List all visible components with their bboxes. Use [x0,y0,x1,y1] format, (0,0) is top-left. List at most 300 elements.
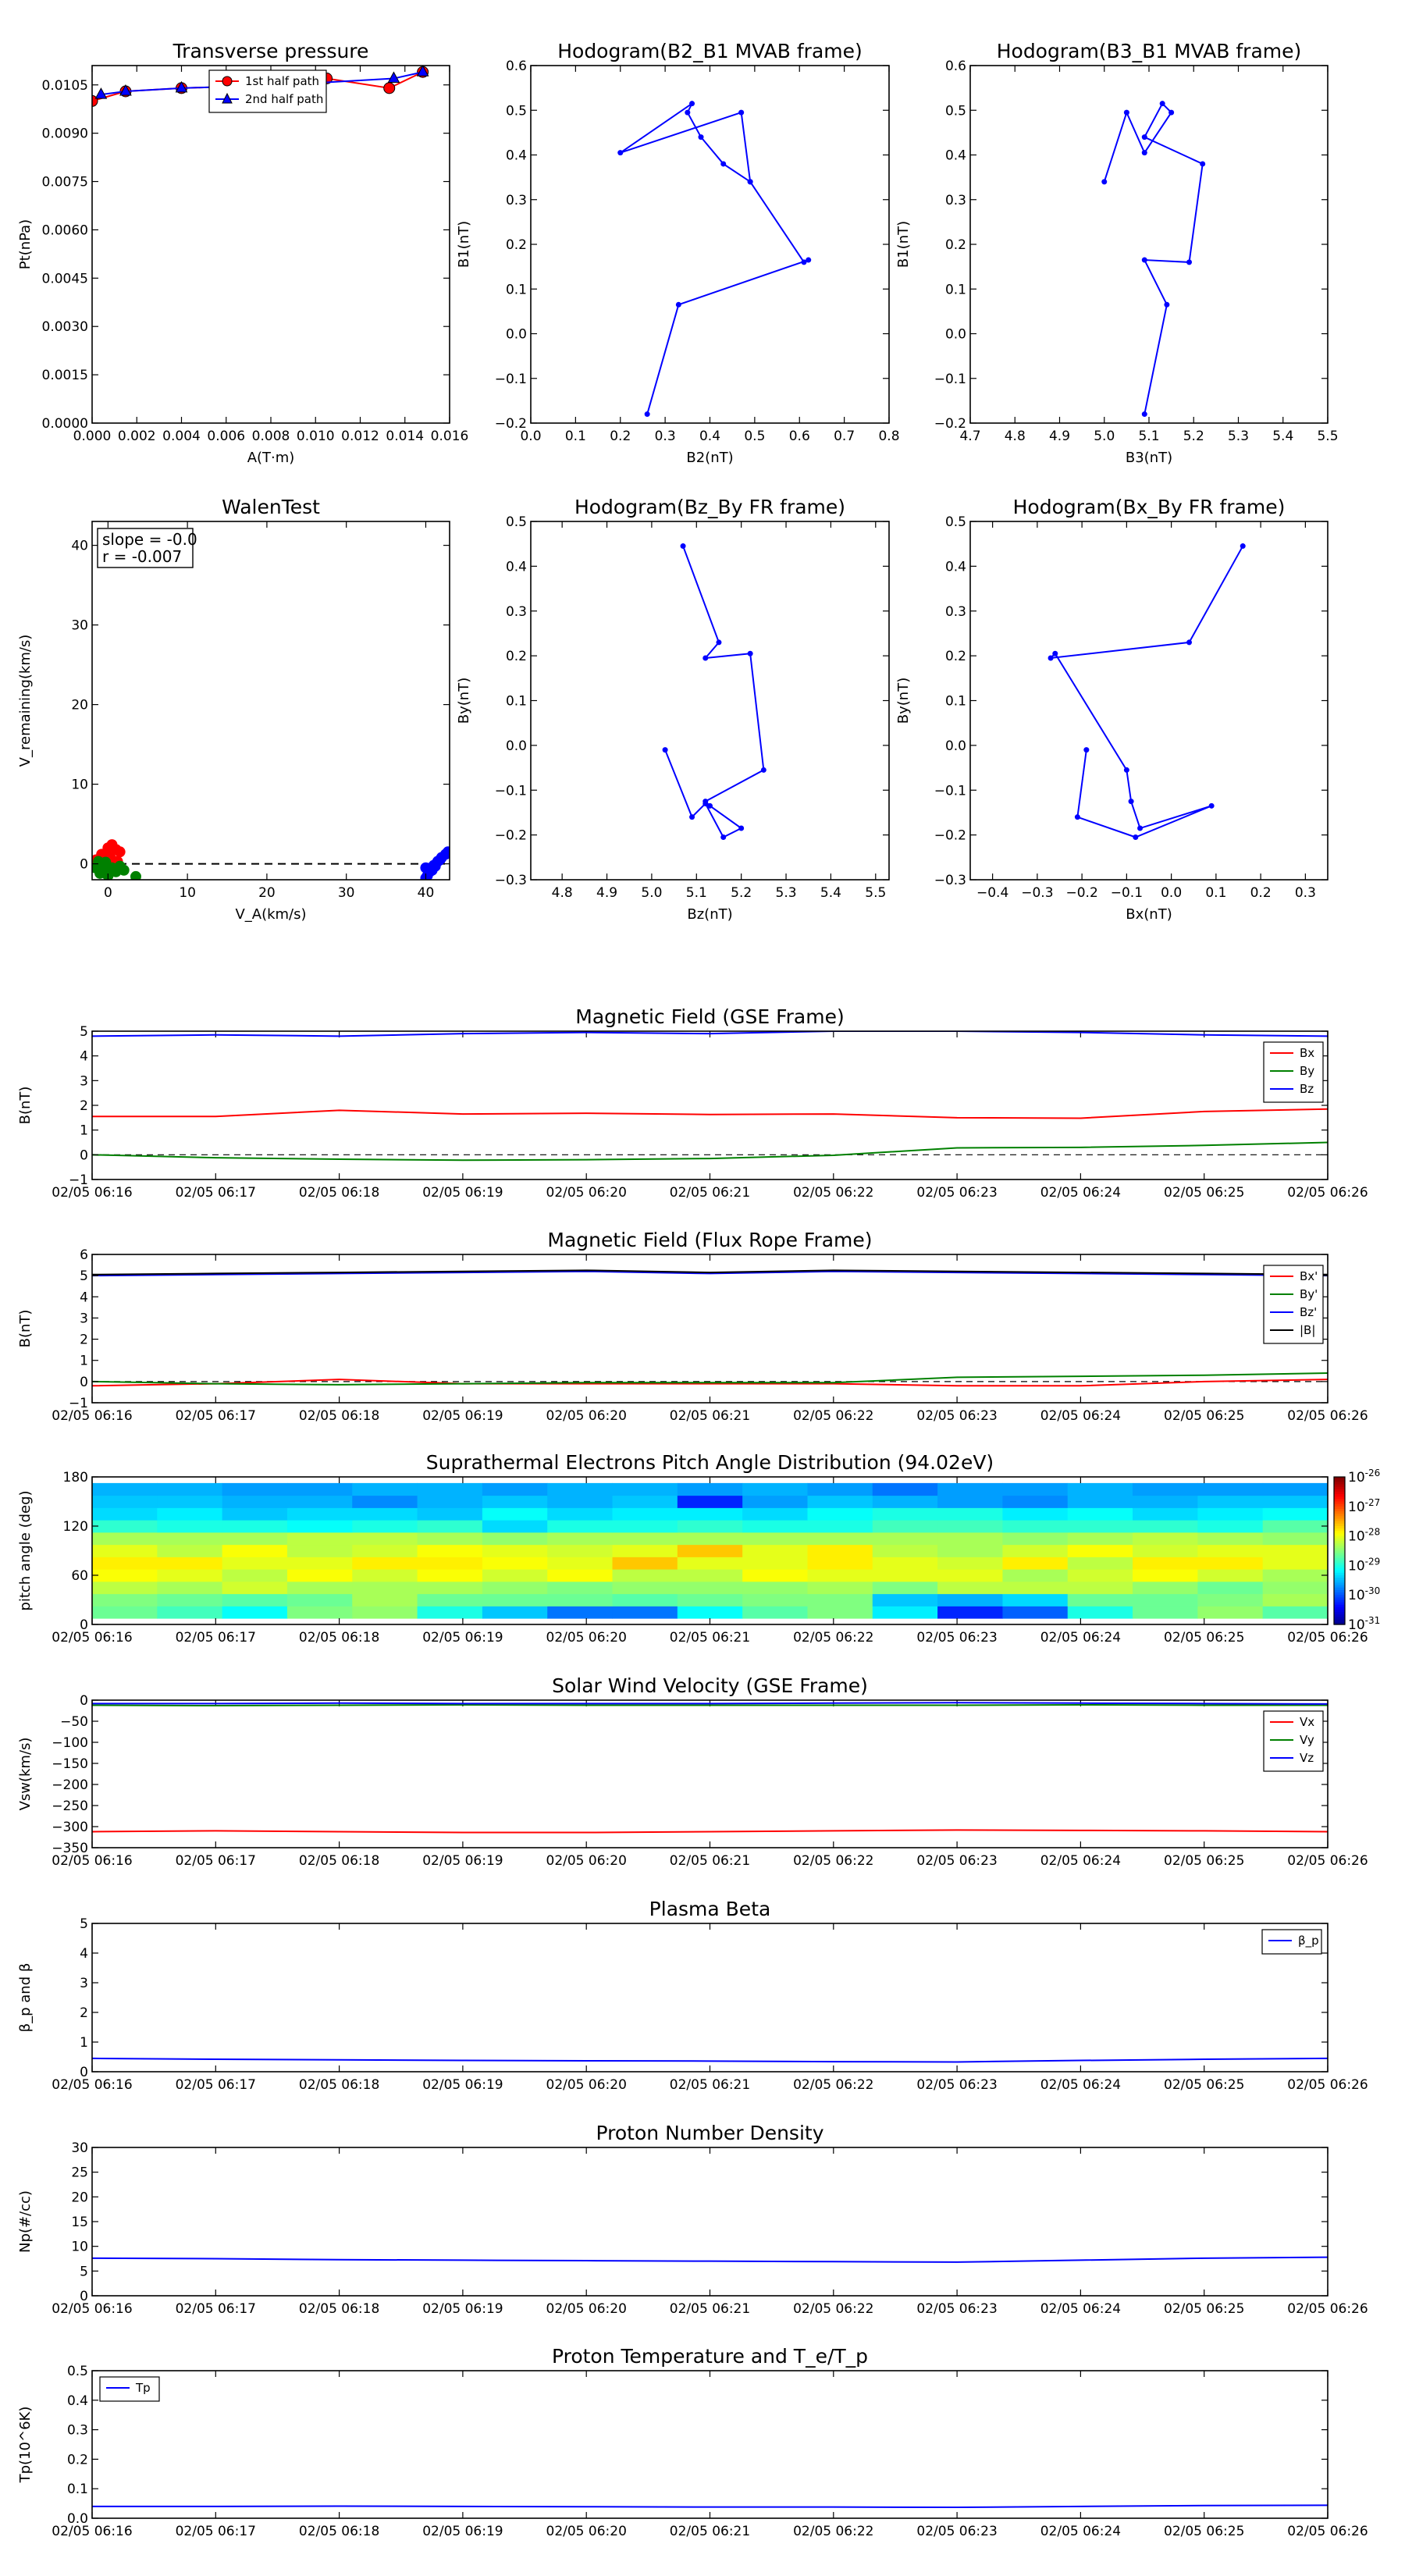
point-3-0-5 [115,846,126,857]
x-tick-label-12-6: 02/05 06:22 [793,2524,874,2539]
x-tick-label-2-8: 5.5 [1317,429,1339,444]
heat-cell-8-10-5 [418,1483,483,1496]
heat-cell-8-5-11 [807,1545,873,1557]
chart-title-4: Hodogram(Bz_By FR frame) [574,496,846,518]
chart-title-2: Hodogram(B3_B1 MVAB frame) [996,40,1302,62]
x-tick-label-12-3: 02/05 06:19 [422,2524,503,2539]
y-tick-label-5-1: −0.2 [934,827,966,844]
x-tick-label-12-4: 02/05 06:20 [546,2524,627,2539]
y-tick-label-2-5: 0.3 [944,192,966,208]
x-tick-label-11-5: 02/05 06:21 [669,2301,751,2317]
y-tick-label-8-0: 0 [80,1617,88,1633]
legend-label-6-1: By [1300,1064,1315,1078]
x-tick-label-3-3: 30 [337,885,355,901]
x-tick-label-9-10: 02/05 06:26 [1287,1853,1368,1869]
x-tick-label-5-6: 0.2 [1250,885,1272,901]
x-tick-label-9-4: 02/05 06:20 [546,1853,627,1869]
heat-cell-8-1-14 [1002,1594,1068,1606]
point-1-0-11 [748,179,753,184]
x-tick-label-6-8: 02/05 06:24 [1040,1185,1122,1201]
heat-cell-8-3-12 [873,1569,938,1582]
heat-cell-8-0-12 [873,1606,938,1618]
plot-frame-0 [92,66,450,423]
y-tick-label-6-6: 5 [80,1024,88,1040]
x-tick-label-8-8: 02/05 06:24 [1040,1630,1122,1646]
y-tick-label-7-3: 2 [80,1332,88,1348]
point-1-0-5 [738,110,744,116]
x-tick-label-2-6: 5.3 [1227,429,1250,444]
x-axis-label-5: Bx(nT) [1126,906,1172,923]
y-tick-label-9-7: 0 [80,1693,88,1709]
heat-cell-8-4-17 [1197,1557,1263,1569]
heat-cell-8-1-7 [547,1594,613,1606]
heat-cell-8-2-0 [92,1582,158,1594]
chart-title-8: Suprathermal Electrons Pitch Angle Distribution (94.02eV) [425,1451,994,1474]
annotation-box-3 [98,528,197,568]
x-tick-label-7-4: 02/05 06:20 [546,1408,627,1424]
heat-cell-8-0-11 [807,1606,873,1618]
y-tick-label-10-0: 0 [80,2065,88,2080]
x-tick-label-7-7: 02/05 06:23 [916,1408,998,1424]
chart-title-5: Hodogram(Bx_By FR frame) [1012,496,1286,518]
heat-cell-8-2-17 [1197,1582,1263,1594]
y-tick-label-12-4: 0.4 [66,2393,88,2409]
heat-cell-8-10-13 [937,1483,1003,1496]
y-tick-label-4-5: 0.2 [505,649,527,665]
heat-cell-8-6-1 [157,1532,222,1545]
heat-cell-8-6-0 [92,1532,158,1545]
y-tick-label-3-1: 10 [71,777,88,793]
point-3-1-11 [100,857,111,868]
heat-cell-8-0-18 [1263,1606,1329,1618]
heat-cell-8-10-1 [157,1483,222,1496]
y-tick-label-7-6: 5 [80,1268,88,1285]
y-tick-label-12-0: 0.0 [66,2511,88,2527]
heat-cell-8-7-2 [222,1520,288,1532]
heat-cell-8-0-1 [157,1606,222,1618]
point-3-1-10 [130,871,141,882]
y-tick-label-2-8: 0.6 [944,59,966,74]
x-axis-label-0: A(T·m) [247,450,295,466]
heat-cell-8-10-9 [678,1483,743,1496]
heat-cell-8-1-16 [1133,1594,1198,1606]
x-tick-label-1-7: 0.7 [834,429,855,444]
heat-cell-8-10-4 [352,1483,418,1496]
y-tick-label-4-7: 0.4 [505,559,527,575]
heat-cell-8-5-4 [352,1545,418,1557]
colorbar-label-4: $10^{-30}$ [1348,1585,1381,1604]
x-tick-label-9-2: 02/05 06:18 [298,1853,380,1869]
x-axis-label-2: B3(nT) [1125,450,1173,466]
point-2-0-4 [1200,161,1205,166]
x-tick-label-3-2: 20 [258,885,276,901]
x-tick-label-10-6: 02/05 06:22 [793,2077,874,2093]
heat-cell-8-8-12 [873,1507,938,1520]
point-1-0-7 [689,101,695,106]
heat-cell-8-3-15 [1068,1569,1133,1582]
x-tick-label-9-8: 02/05 06:24 [1040,1853,1122,1869]
y-tick-label-0-2: 0.0030 [41,319,88,336]
point-2-0-10 [1101,179,1107,184]
y-tick-label-6-2: 1 [80,1123,88,1139]
heat-cell-8-3-13 [937,1569,1003,1582]
y-tick-label-2-3: 0.1 [944,282,966,298]
legend-label-6-2: Bz [1300,1082,1314,1096]
heat-cell-8-2-13 [937,1582,1003,1594]
y-tick-label-12-2: 0.2 [66,2452,88,2468]
plot-area-1 [617,101,811,417]
heat-cell-8-5-8 [613,1545,678,1557]
heat-cell-8-3-0 [92,1569,158,1582]
x-tick-label-10-4: 02/05 06:20 [546,2077,627,2093]
heat-cell-8-8-4 [352,1507,418,1520]
heat-cell-8-9-13 [937,1496,1003,1508]
legend-marker-0-0 [222,76,232,86]
chart-title-9: Solar Wind Velocity (GSE Frame) [552,1674,868,1697]
heat-cell-8-5-16 [1133,1545,1198,1557]
x-tick-label-7-1: 02/05 06:17 [175,1408,256,1424]
heat-cell-8-2-14 [1002,1582,1068,1594]
chart-title-6: Magnetic Field (GSE Frame) [575,1005,845,1028]
x-tick-label-1-0: 0.0 [520,429,542,444]
x-tick-label-5-2: −0.2 [1065,885,1098,901]
x-tick-label-2-3: 5.0 [1094,429,1115,444]
x-tick-label-7-3: 02/05 06:19 [422,1408,503,1424]
heat-cell-8-3-6 [482,1569,548,1582]
y-axis-label-9: Vsw(km/s) [17,1737,34,1811]
legend-9 [1264,1711,1323,1771]
x-tick-label-0-2: 0.004 [162,429,201,444]
y-tick-label-8-2: 120 [62,1519,88,1535]
point-4-0-10 [689,814,695,820]
x-tick-label-7-10: 02/05 06:26 [1287,1408,1368,1424]
point-1-0-8 [685,110,690,116]
x-tick-label-7-2: 02/05 06:18 [298,1408,380,1424]
x-tick-label-3-4: 40 [417,885,435,901]
heat-cell-8-1-11 [807,1594,873,1606]
heat-cell-8-9-11 [807,1496,873,1508]
series-line-12-0 [92,2505,1328,2507]
plot-area-6 [92,1031,1328,1160]
heat-cell-8-9-9 [678,1496,743,1508]
y-tick-label-0-3: 0.0045 [41,271,88,287]
x-tick-label-7-6: 02/05 06:22 [793,1408,874,1424]
x-tick-label-10-7: 02/05 06:23 [916,2077,998,2093]
y-tick-label-2-0: −0.2 [934,416,966,432]
plot-frame-9 [92,1700,1328,1848]
x-tick-label-5-0: −0.4 [976,885,1009,901]
plot-frame-12 [92,2371,1328,2518]
legend-label-9-1: Vy [1300,1733,1314,1747]
y-tick-label-6-3: 2 [80,1098,88,1114]
heat-cell-8-7-7 [547,1520,613,1532]
y-tick-label-6-1: 0 [80,1147,88,1164]
y-tick-label-5-4: 0.1 [944,693,966,710]
y-tick-label-9-6: −50 [60,1714,88,1730]
x-tick-label-11-9: 02/05 06:25 [1164,2301,1245,2317]
x-tick-label-6-6: 02/05 06:22 [793,1185,874,1201]
legend-7 [1264,1265,1323,1343]
legend-label-7-2: Bz' [1300,1305,1318,1319]
x-tick-label-12-0: 02/05 06:16 [52,2524,133,2539]
y-tick-label-4-4: 0.1 [505,693,527,710]
y-tick-label-5-7: 0.4 [944,559,966,575]
x-tick-label-1-5: 0.5 [744,429,766,444]
heat-cell-8-7-5 [418,1520,483,1532]
x-tick-label-4-2: 5.0 [641,885,663,901]
y-tick-label-1-1: −0.1 [494,371,527,387]
heat-cell-8-3-18 [1263,1569,1329,1582]
x-tick-label-7-8: 02/05 06:24 [1040,1408,1122,1424]
heat-cell-8-4-12 [873,1557,938,1569]
x-tick-label-1-1: 0.1 [564,429,586,444]
point-1-0-6 [617,150,623,155]
y-tick-label-4-2: −0.1 [494,783,527,799]
series-line-6-0 [92,1109,1328,1119]
series-line-9-1 [92,1705,1328,1706]
heat-cell-8-5-2 [222,1545,288,1557]
point-5-0-0 [1240,543,1246,549]
heat-cell-8-3-9 [678,1569,743,1582]
point-5-0-8 [1133,834,1138,840]
x-tick-label-8-6: 02/05 06:22 [793,1630,874,1646]
point-2-0-8 [1142,150,1147,155]
heat-cell-8-7-6 [482,1520,548,1532]
heat-cell-8-3-14 [1002,1569,1068,1582]
y-tick-label-0-4: 0.0060 [41,222,88,239]
heat-cell-8-5-6 [482,1545,548,1557]
y-tick-label-11-4: 20 [71,2190,88,2206]
heat-cell-8-3-17 [1197,1569,1263,1582]
x-tick-label-0-3: 0.006 [207,429,246,444]
heat-cell-8-7-13 [937,1520,1003,1532]
point-2-0-2 [1142,258,1147,263]
heat-cell-8-2-4 [352,1582,418,1594]
y-tick-label-0-1: 0.0015 [41,368,88,384]
y-tick-label-0-0: 0.0000 [41,416,88,432]
heat-cell-8-8-3 [287,1507,353,1520]
y-tick-label-12-5: 0.5 [66,2364,88,2379]
heat-cell-8-4-16 [1133,1557,1198,1569]
heat-cell-8-1-8 [613,1594,678,1606]
y-tick-label-2-7: 0.5 [944,103,966,119]
heat-cell-8-7-0 [92,1520,158,1532]
x-tick-label-6-10: 02/05 06:26 [1287,1185,1368,1201]
heat-cell-8-6-18 [1263,1532,1329,1545]
panel-8 [17,1451,1380,1646]
heat-cell-8-4-9 [678,1557,743,1569]
heat-cell-8-1-1 [157,1594,222,1606]
point-2-0-9 [1124,110,1129,116]
plot-area-9 [92,1703,1328,1832]
point-3-2-10 [430,861,441,872]
x-tick-label-11-1: 02/05 06:17 [175,2301,256,2317]
heat-cell-8-5-7 [547,1545,613,1557]
heat-cell-8-1-17 [1197,1594,1263,1606]
panel-2 [895,40,1339,466]
heatmap-cells-8 [92,1483,1329,1619]
heat-cell-8-6-12 [873,1532,938,1545]
heat-cell-8-2-15 [1068,1582,1133,1594]
x-tick-label-10-1: 02/05 06:17 [175,2077,256,2093]
heat-cell-8-10-11 [807,1483,873,1496]
legend-label-6-0: Bx [1300,1046,1315,1060]
point-4-0-9 [702,801,708,806]
y-tick-label-7-0: −1 [68,1396,88,1411]
x-tick-label-4-7: 5.5 [865,885,887,901]
heat-cell-8-0-4 [352,1606,418,1618]
y-tick-label-2-4: 0.2 [944,237,966,253]
plot-frame-2 [970,66,1328,423]
point-4-0-8 [720,834,726,840]
heat-cell-8-8-9 [678,1507,743,1520]
y-tick-label-10-4: 4 [80,1946,88,1962]
x-tick-label-11-3: 02/05 06:19 [422,2301,503,2317]
heat-cell-8-4-15 [1068,1557,1133,1569]
heat-cell-8-1-6 [482,1594,548,1606]
x-tick-label-10-3: 02/05 06:19 [422,2077,503,2093]
heat-cell-8-6-11 [807,1532,873,1545]
x-tick-label-4-4: 5.2 [731,885,752,901]
x-tick-label-1-3: 0.3 [654,429,676,444]
heat-cell-8-4-1 [157,1557,222,1569]
y-tick-label-7-2: 1 [80,1353,88,1369]
point-5-0-10 [1083,747,1089,753]
y-tick-label-2-1: −0.1 [934,371,966,387]
heat-cell-8-4-10 [742,1557,808,1569]
plot-frame-10 [92,1923,1328,2072]
y-tick-label-10-1: 1 [80,2035,88,2051]
plot-area-12 [92,2505,1328,2507]
heat-cell-8-7-1 [157,1520,222,1532]
series-line-1-0 [621,104,809,415]
heat-cell-8-10-8 [613,1483,678,1496]
y-tick-label-9-0: −350 [52,1841,88,1856]
heat-cell-8-9-1 [157,1496,222,1508]
y-tick-label-3-4: 40 [71,538,88,554]
x-tick-label-2-0: 4.7 [959,429,981,444]
point-5-0-1 [1186,639,1192,645]
y-tick-label-8-1: 60 [71,1568,88,1584]
heat-cell-8-8-1 [157,1507,222,1520]
y-tick-label-8-3: 180 [62,1470,88,1485]
x-tick-label-11-10: 02/05 06:26 [1287,2301,1368,2317]
plot-area-4 [663,543,767,840]
heat-cell-8-9-16 [1133,1496,1198,1508]
heat-cell-8-10-16 [1133,1483,1198,1496]
heat-cell-8-10-14 [1002,1483,1068,1496]
heat-cell-8-4-0 [92,1557,158,1569]
panel-12 [17,2345,1368,2539]
plot-area-11 [92,2258,1328,2262]
heat-cell-8-5-18 [1263,1545,1329,1557]
series-line-9-2 [92,1703,1328,1704]
heat-cell-8-7-12 [873,1520,938,1532]
heat-cell-8-2-1 [157,1582,222,1594]
x-tick-label-6-9: 02/05 06:25 [1164,1185,1245,1201]
y-tick-label-7-5: 4 [80,1290,88,1306]
heat-cell-8-4-3 [287,1557,353,1569]
heat-cell-8-8-2 [222,1507,288,1520]
point-5-0-9 [1075,814,1080,820]
y-tick-label-1-8: 0.6 [505,59,527,74]
heat-cell-8-10-0 [92,1483,158,1496]
y-tick-label-7-1: 0 [80,1374,88,1390]
heat-cell-8-4-8 [613,1557,678,1569]
heat-cell-8-6-17 [1197,1532,1263,1545]
colorbar-8 [1334,1468,1380,1633]
point-3-1-7 [119,865,130,876]
x-tick-label-8-10: 02/05 06:26 [1287,1630,1368,1646]
point-2-0-3 [1186,259,1192,265]
heat-cell-8-2-6 [482,1582,548,1594]
y-tick-label-0-6: 0.0090 [41,126,88,142]
x-tick-label-4-1: 4.9 [596,885,618,901]
y-tick-label-1-6: 0.4 [505,148,527,164]
heat-cell-8-10-3 [287,1483,353,1496]
annotation-line-3-1: r = -0.007 [102,547,183,566]
y-tick-label-5-8: 0.5 [944,514,966,530]
x-tick-label-12-1: 02/05 06:17 [175,2524,256,2539]
heat-cell-8-0-7 [547,1606,613,1618]
heat-cell-8-0-13 [937,1606,1003,1618]
heat-cell-8-10-18 [1263,1483,1329,1496]
x-tick-label-9-3: 02/05 06:19 [422,1853,503,1869]
heat-cell-8-1-3 [287,1594,353,1606]
x-tick-label-4-5: 5.3 [775,885,797,901]
heat-cell-8-9-2 [222,1496,288,1508]
x-tick-label-11-2: 02/05 06:18 [298,2301,380,2317]
legend-label-7-0: Bx' [1300,1269,1318,1283]
plot-area-7 [92,1270,1328,1386]
heat-cell-8-9-15 [1068,1496,1133,1508]
chart-title-12: Proton Temperature and T_e/T_p [551,2345,869,2368]
point-5-0-3 [1052,651,1058,656]
heat-cell-8-10-12 [873,1483,938,1496]
x-tick-label-2-4: 5.1 [1138,429,1160,444]
panel-6 [17,1005,1368,1201]
heat-cell-8-8-11 [807,1507,873,1520]
heat-cell-8-4-7 [547,1557,613,1569]
plot-area-5 [1048,543,1246,840]
x-tick-label-9-5: 02/05 06:21 [669,1853,751,1869]
colorbar-label-1: $10^{-27}$ [1348,1496,1381,1515]
x-tick-label-6-3: 02/05 06:19 [422,1185,503,1201]
x-tick-label-10-9: 02/05 06:25 [1164,2077,1245,2093]
legend-label-0-0: 1st half path [245,74,320,88]
legend-label-9-0: Vx [1300,1715,1315,1729]
panel-4 [456,496,889,923]
y-tick-label-4-0: −0.3 [494,873,527,888]
heat-cell-8-4-2 [222,1557,288,1569]
heat-cell-8-1-12 [873,1594,938,1606]
heat-cell-8-9-14 [1002,1496,1068,1508]
colorbar-label-3: $10^{-29}$ [1348,1556,1381,1574]
y-tick-label-11-2: 10 [71,2239,88,2255]
y-tick-label-3-2: 20 [71,697,88,713]
point-5-0-6 [1137,826,1143,831]
x-tick-label-9-9: 02/05 06:25 [1164,1853,1245,1869]
heat-cell-8-1-15 [1068,1594,1133,1606]
heat-cell-8-10-7 [547,1483,613,1496]
y-tick-label-2-2: 0.0 [944,326,966,343]
point-4-0-3 [748,651,753,656]
heat-cell-8-1-2 [222,1594,288,1606]
x-tick-label-10-5: 02/05 06:21 [669,2077,751,2093]
x-tick-label-0-4: 0.008 [251,429,290,444]
annotation-line-3-0: slope = -0.0 [102,530,197,549]
y-axis-label-6: B(nT) [17,1086,34,1125]
